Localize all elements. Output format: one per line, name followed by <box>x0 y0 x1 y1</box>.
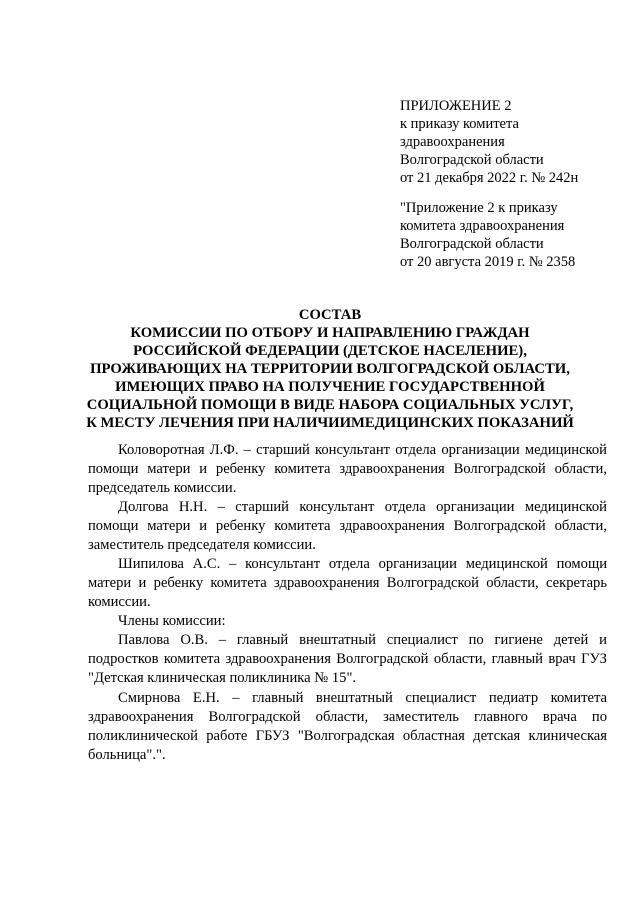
appendix-reference-line: здравоохранения <box>400 134 505 150</box>
appendix-reference-line: к приказу комитета <box>400 116 519 132</box>
original-appendix-order-date: от 20 августа 2019 г. № 2358 <box>400 254 576 270</box>
commission-member-paragraph: Смирнова Е.Н. – главный внештатный специалист педиатр комитета здравоохранения Волгоградской области, заместитель главного врача по поликлинической работе ГБУЗ "Волгоградская областная детская клиническая больница".". <box>88 690 607 763</box>
title-line: РОССИЙСКОЙ ФЕДЕРАЦИИ (ДЕТСКОЕ НАСЕЛЕНИЕ), <box>133 343 527 359</box>
title-line: ИМЕЮЩИХ ПРАВО НА ПОЛУЧЕНИЕ ГОСУДАРСТВЕННОЙ <box>115 379 545 395</box>
appendix-order-date: от 21 декабря 2022 г. № 242н <box>400 170 579 186</box>
commission-vice-chair-paragraph: Долгова Н.Н. – старший консультант отдела организации медицинской помощи матери и ребенку комитета здравоохранения Волгоградской области, заместитель председателя комиссии. <box>88 499 607 553</box>
commission-secretary-paragraph: Шипилова А.С. – консультант отдела организации медицинской помощи матери и ребенку комитета здравоохранения Волгоградской области, секретарь комиссии. <box>88 556 607 610</box>
appendix-title: ПРИЛОЖЕНИЕ 2 <box>400 98 512 114</box>
appendix-reference-line: Волгоградской области <box>400 152 544 168</box>
title-line: КОМИССИИ ПО ОТБОРУ И НАПРАВЛЕНИЮ ГРАЖДАН <box>130 325 530 341</box>
members-heading: Члены комиссии: <box>118 613 226 629</box>
commission-chair-paragraph: Коловоротная Л.Ф. – старший консультант отдела организации медицинской помощи матери и ребенку комитета здравоохранения Волгоградской области, председатель комиссии. <box>88 442 607 496</box>
original-appendix-line: Волгоградской области <box>400 236 544 252</box>
title-line: ПРОЖИВАЮЩИХ НА ТЕРРИТОРИИ ВОЛГОГРАДСКОЙ ОБЛАСТИ, <box>90 361 570 377</box>
commission-member-paragraph: Павлова О.В. – главный внештатный специалист по гигиене детей и подростков комитета здравоохранения Волгоградской области, главный врач ГУЗ "Детская клиническая поликлиника № 15". <box>88 632 607 686</box>
title-line: СОЦИАЛЬНОЙ ПОМОЩИ В ВИДЕ НАБОРА СОЦИАЛЬНЫХ УСЛУГ, <box>86 397 574 413</box>
original-appendix-header <box>400 199 575 271</box>
document-title <box>80 306 580 432</box>
original-appendix-line: комитета здравоохранения <box>400 218 565 234</box>
original-appendix-line: "Приложение 2 к приказу <box>400 200 558 216</box>
title-line: К МЕСТУ ЛЕЧЕНИЯ ПРИ НАЛИЧИИМЕДИЦИНСКИХ ПОКАЗАНИЙ <box>86 415 574 431</box>
title-line: СОСТАВ <box>298 307 362 323</box>
appendix-header <box>400 97 578 187</box>
